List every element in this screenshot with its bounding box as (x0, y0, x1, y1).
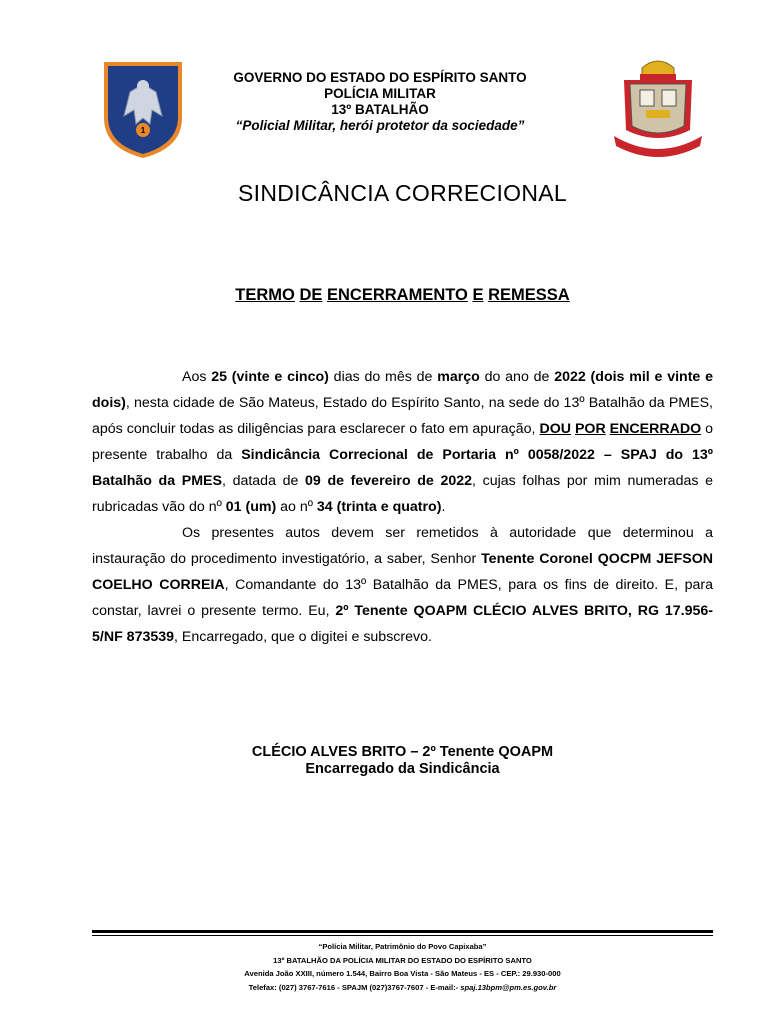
text-run: , Comandante do 13º Batalhão da PMES, para os fins de direito. E, para constar, lavrei o presente termo. Eu, (92, 577, 714, 619)
batalhao-crest-icon (610, 50, 706, 162)
bold-run: Sindicância Correcional de Portaria nº 0058/2022 – SPAJ do 13º Batalhão da PMES (92, 447, 713, 489)
text-run: dias do mês de (328, 369, 438, 385)
header-government: GOVERNO DO ESTADO DO ESPÍRITO SANTO (233, 70, 527, 85)
bold-run: 34 (trinta e quatro) (316, 499, 442, 515)
text-run: , datada de (221, 473, 306, 489)
bold-run: 01 (um) (225, 499, 277, 515)
subtitle-word: E (472, 286, 484, 304)
footer-divider (92, 930, 713, 933)
pmes-logo (100, 58, 186, 160)
signature-name: CLÉCIO ALVES BRITO – 2º Tenente QOAPM (251, 744, 554, 760)
pmes-shield-icon (100, 58, 186, 160)
footer-email-link[interactable]: spaj.13bpm@pm.es.gov.br (460, 982, 557, 992)
svg-text:1: 1 (140, 126, 146, 135)
underlined-run: POR (574, 421, 606, 437)
document-header (180, 70, 580, 134)
underlined-run: ENCERRADO (609, 421, 702, 437)
bold-run: março (437, 369, 480, 385)
text-run: Os presentes autos devem ser remetidos à autoridade que determinou a instauração do procedimento investigatório, a saber, Senhor (92, 525, 713, 567)
footer-slogan: “Polícia Militar, Patrimônio do Povo Capixaba” (318, 942, 487, 951)
signature-block (0, 744, 768, 778)
text-run: . (441, 499, 446, 515)
text-run: Aos (182, 369, 212, 385)
bold-run: Tenente Coronel QOCPM JEFSON COELHO CORREIA (92, 551, 713, 593)
signature-role: Encarregado da Sindicância (305, 761, 500, 777)
document-subtitle (0, 286, 768, 305)
text-run: ao nº (276, 499, 317, 515)
text-run: , Encarregado, que o digitei e subscrevo. (174, 629, 432, 645)
document-title: SINDICÂNCIA CORRECIONAL (238, 180, 567, 206)
subtitle-word: REMESSA (488, 286, 570, 304)
bold-run: 09 de fevereiro de 2022 (305, 473, 473, 489)
header-motto: “Policial Militar, herói protetor da sociedade” (235, 118, 525, 133)
text-run: o presente trabalho da (92, 421, 713, 463)
paragraph-remittance (92, 520, 713, 650)
footer-address: Avenida João XXIII, número 1.544, Bairro Boa Vista - São Mateus - ES - CEP.: 29.930-000 (244, 969, 561, 978)
footer-divider (92, 935, 713, 936)
subtitle-word: ENCERRAMENTO (327, 286, 468, 304)
footer-phone: Telefax: (027) 3767-7616 - SPAJM (027)3767-7607 - E-mail:- (248, 982, 461, 992)
header-police: POLÍCIA MILITAR (324, 86, 436, 101)
subtitle-word: TERMO (235, 286, 295, 304)
footer-unit: 13º BATALHÃO DA POLÍCIA MILITAR DO ESTADO DO ESPÍRITO SANTO (273, 955, 532, 965)
bold-run: 2º Tenente QOAPM CLÉCIO ALVES BRITO, RG 17.956-5/NF 873539 (92, 603, 713, 645)
footer-contact (92, 981, 713, 995)
underlined-run: DOU (539, 421, 571, 437)
document-footer (92, 940, 713, 994)
subtitle-word: DE (299, 286, 323, 304)
batalhao-logo (610, 50, 706, 162)
text-run: , cujas folhas por mim numeradas e rubricadas vão do nº (92, 473, 713, 515)
text-run: do ano de (479, 369, 555, 385)
header-battalion: 13º BATALHÃO (331, 102, 429, 117)
text-run: , nesta cidade de São Mateus, Estado do Espírito Santo, na sede do 13º Batalhão da PMES, após concluir todas as diligências para esclarecer o fato em apuração, (92, 395, 713, 437)
bold-run: 2022 (dois mil e vinte e dois) (92, 369, 713, 411)
document-body (92, 364, 713, 650)
paragraph-closing (92, 364, 713, 520)
bold-run: 25 (vinte e cinco) (211, 369, 329, 385)
